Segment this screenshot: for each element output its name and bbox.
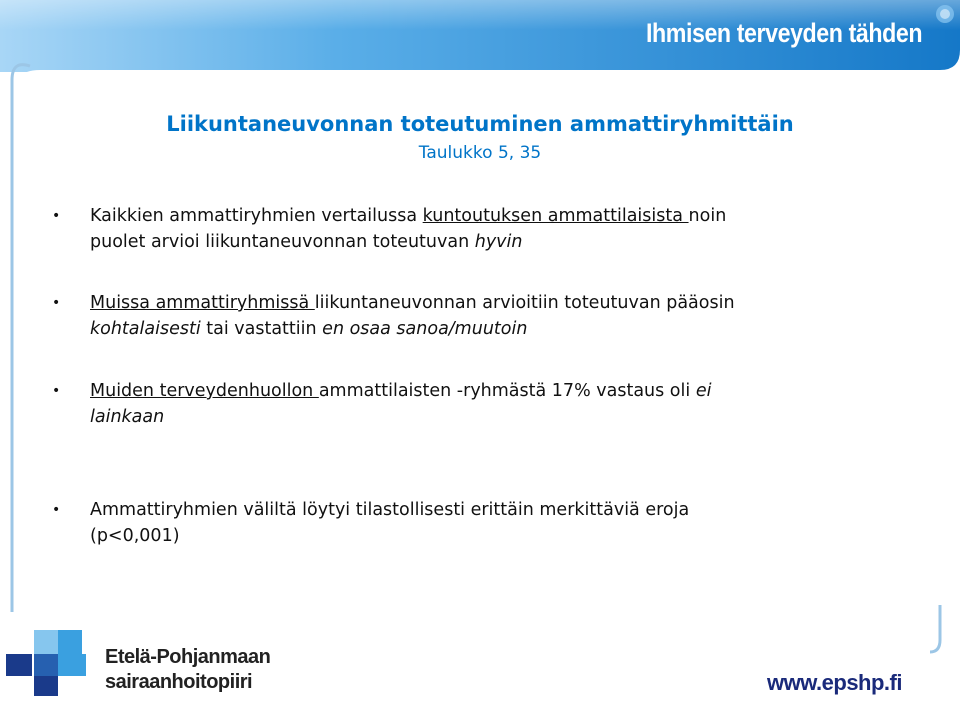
bullet-marker: • [52,502,61,518]
organization-logo-text [105,645,270,695]
logo-line: Etelä-Pohjanmaan [105,646,271,668]
bullet-item [52,290,842,342]
emphasis-text: en osaa sanoa/muutoin [322,319,528,339]
emphasis-text: kohtalaisesti [90,319,201,339]
header-tagline: Ihmisen terveyden tähden [645,18,922,48]
emphasis-text: hyvin [474,232,523,252]
emphasis-text: ei [695,381,712,401]
slide-subtitle: Taulukko 5, 35 [418,143,542,163]
logo-line: sairaanhoitopiiri [105,671,253,693]
underlined-text: kuntoutuksen ammattilaisista [422,206,689,226]
bullet-text: puolet arvioi liikuntaneuvonnan toteutuvan [90,232,475,252]
emphasis-text: lainkaan [90,407,165,427]
bullet-text: ammattilaisten -ryhmästä 17% vastaus oli [318,381,696,401]
website-url: www.epshp.fi [767,670,902,695]
bullet-text: Ammattiryhmien väliltä löytyi tilastollisesti erittäin merkittäviä eroja [90,500,690,520]
bullet-text: Kaikkien ammattiryhmien vertailussa [90,206,423,226]
bullet-marker: • [52,295,61,311]
bullet-item [52,203,842,255]
bullet-item [52,497,842,549]
underlined-text: Muissa ammattiryhmissä [90,293,315,313]
slide-title: Liikuntaneuvonnan toteutuminen ammattiryhmittäin [166,112,794,136]
bullet-item [52,378,842,430]
bullet-marker: • [52,208,61,224]
bullet-marker: • [52,383,61,399]
bullet-text: (p<0,001) [90,526,180,546]
underlined-text: Muiden terveydenhuollon [90,381,319,401]
cross-logo-icon [0,626,100,698]
bullet-text: tai vastattiin [200,319,323,339]
bullet-text: liikuntaneuvonnan arvioitiin toteutuvan pääosin [314,293,735,313]
bullet-text: noin [688,206,727,226]
